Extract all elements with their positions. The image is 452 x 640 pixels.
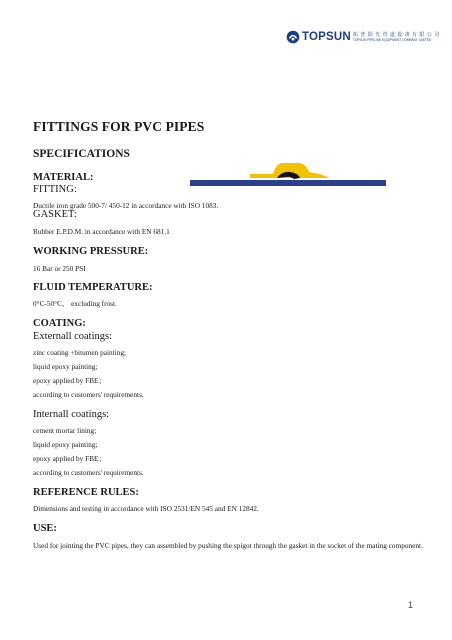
coating-heading: COATING: — [33, 318, 86, 329]
fluid-temperature-text: 0°C-50°C、 excluding frost. — [33, 299, 117, 308]
working-pressure-text: 16 Bar or 250 PSI — [33, 264, 86, 273]
fitting-text: Ductile iron grade 500-7/ 450-12 in accordance with ISO 1083. — [33, 201, 219, 210]
specifications-heading: SPECIFICATIONS — [33, 148, 130, 160]
material-heading: MATERIAL: — [33, 172, 94, 183]
external-coating-item: according to customers' requirements. — [33, 390, 144, 399]
use-heading: USE: — [33, 523, 57, 534]
pipe-blue-wall — [190, 180, 386, 186]
page-number: 1 — [408, 600, 414, 610]
brand-name-en: TOPSUN PIPELINE EQUIPMENT COMPANY LIMITED — [352, 38, 432, 42]
pipe-joint-illustration — [190, 156, 390, 191]
internal-coating-item: epoxy applied by FBE； — [33, 454, 106, 463]
topsun-logo-icon — [286, 30, 300, 44]
brand-name: TOPSUN — [302, 31, 351, 43]
reference-rules-heading: REFERENCE RULES: — [33, 487, 139, 498]
internal-coating-item: according to customers' requirements. — [33, 468, 144, 477]
external-coating-item: zinc coating +bitumen painting; — [33, 348, 127, 357]
fitting-label: FITTING: — [33, 184, 77, 195]
brand-subtitle — [353, 32, 440, 42]
working-pressure-heading: WORKING PRESSURE: — [33, 246, 149, 257]
external-coating-item: epoxy applied by FBE； — [33, 376, 106, 385]
external-coating-item: liquid epoxy painting; — [33, 362, 98, 371]
fluid-temperature-heading: FLUID TEMPERATURE: — [33, 282, 153, 293]
brand-name-cn: 拓 普 阳 光 管 道 设 备 有 限 公 司 — [352, 32, 440, 38]
gasket-text: Rubber E.P.D.M. in accordance with EN 681.1 — [33, 227, 170, 236]
use-text: Used for jointing the PVC pipes, they can assembled by pushing the spigot through the gasket in the socket of the mating component. — [33, 541, 423, 550]
company-logo — [286, 30, 440, 44]
gasket-label: GASKET: — [33, 209, 77, 220]
external-coatings-label: Externall coatings: — [33, 331, 113, 342]
internal-coating-item: liquid epoxy painting; — [33, 440, 98, 449]
reference-rules-text: Dimensions and testing in accordance with ISO 2531/EN 545 and EN 12842. — [33, 504, 259, 513]
internal-coatings-label: Internall coatings: — [33, 409, 110, 420]
internal-coating-item: cement mortar lining; — [33, 426, 97, 435]
document-title: FITTINGS FOR PVC PIPES — [33, 119, 205, 134]
